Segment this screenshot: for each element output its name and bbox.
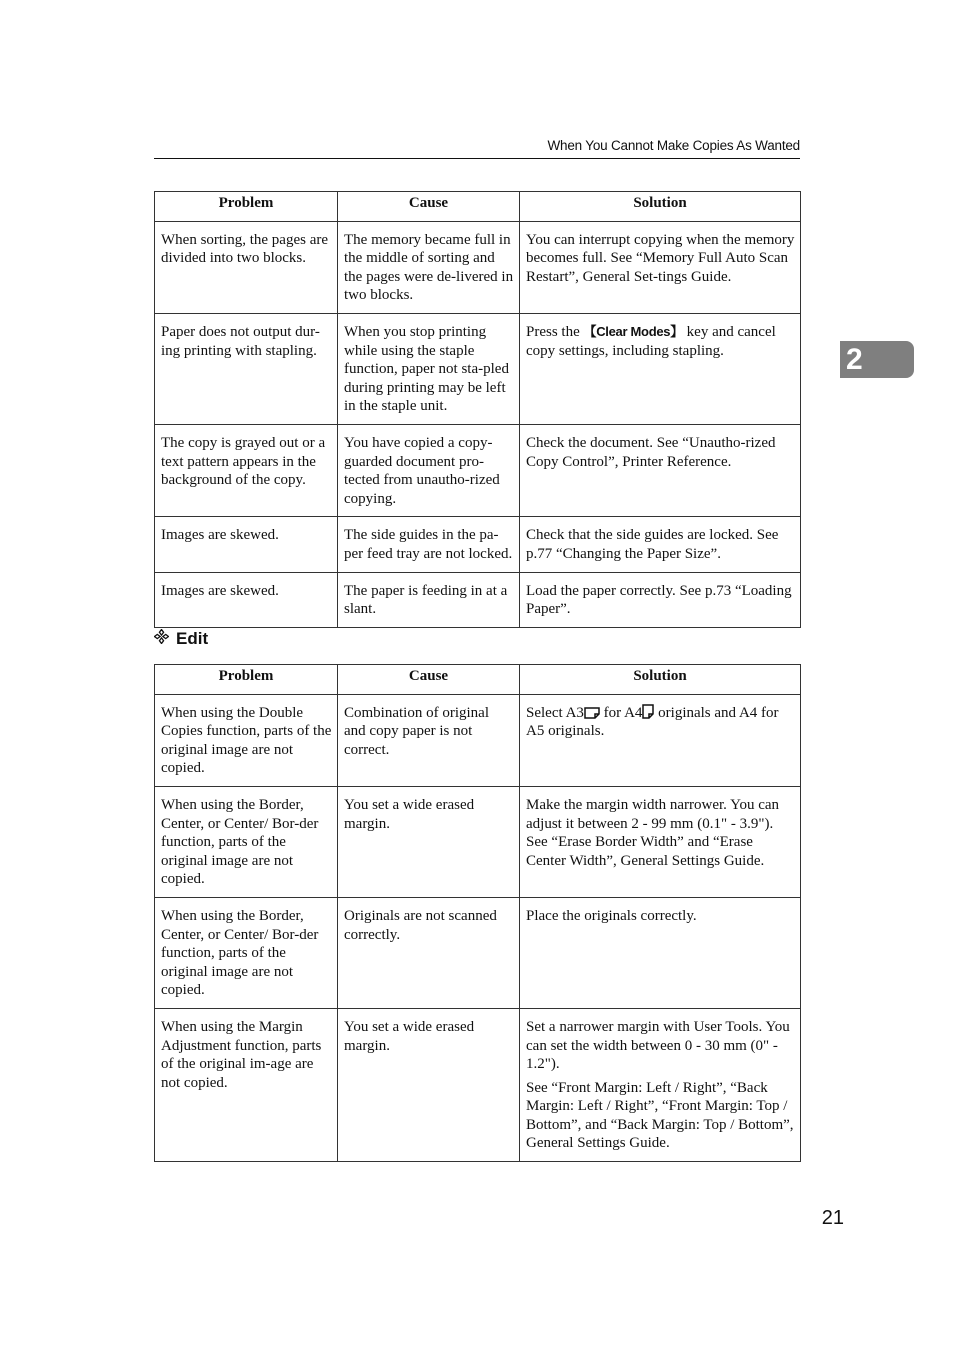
chapter-tab: 2 [840, 341, 914, 378]
header-problem: Problem [155, 192, 338, 222]
solution-text: Set a narrower margin with User Tools. You can set the width between 0 - 30 mm (0" - 1.2"). [526, 1018, 790, 1073]
edit-troubleshooting-table [154, 664, 801, 1162]
problem-cell: When using the Margin Adjustment function, parts of the original im-age are not copied. [155, 1008, 338, 1161]
solution-text: for A4 [599, 704, 643, 721]
section-title: Edit [176, 629, 209, 648]
solution-cell [520, 313, 801, 424]
page-number: 21 [821, 1207, 844, 1229]
landscape-orientation-icon [584, 705, 600, 721]
problem-cell: When sorting, the pages are divided into two blocks. [155, 221, 338, 313]
cause-cell: When you stop printing while using the staple function, paper not sta-pled during printing may be left in the staple unit. [338, 313, 520, 424]
table-row [155, 1008, 801, 1161]
solution-text: See “Front Margin: Left / Right”, “Back Margin: Left / Right”, “Front Margin: Top / Bottom”, and “Back Margin: Top / Bottom”, General Settings Guide. [526, 1079, 794, 1152]
solution-text: originals and A4 for A5 originals. [526, 704, 779, 740]
clear-modes-key-label: 【Clear Modes】 [583, 323, 683, 339]
solution-cell: Place the originals correctly. [520, 897, 801, 1008]
header-solution: Solution [520, 665, 801, 695]
table-row [155, 572, 801, 627]
cause-cell: The paper is feeding in at a slant. [338, 572, 520, 627]
four-diamond-icon [154, 629, 172, 649]
problem-cell: The copy is grayed out or a text pattern appears in the background of the copy. [155, 424, 338, 516]
header-rule [154, 158, 800, 159]
table-header-row [155, 665, 801, 695]
cause-cell: The memory became full in the middle of sorting and the pages were de-livered in two blocks. [338, 221, 520, 313]
troubleshooting-table [154, 191, 801, 628]
problem-cell: Images are skewed. [155, 572, 338, 627]
portrait-orientation-icon [642, 705, 654, 721]
table-row [155, 694, 801, 786]
header-cause: Cause [338, 665, 520, 695]
problem-cell: When using the Border, Center, or Center/ Bor-der function, parts of the original image are not copied. [155, 897, 338, 1008]
solution-text: Press the [526, 323, 584, 340]
solution-cell [520, 1008, 801, 1161]
solution-cell: Load the paper correctly. See p.73 “Loading Paper”. [520, 572, 801, 627]
solution-cell [520, 694, 801, 786]
table-row [155, 517, 801, 572]
section-heading-edit [154, 629, 208, 649]
table-row [155, 424, 801, 516]
table-row [155, 313, 801, 424]
table-row [155, 221, 801, 313]
table-row [155, 786, 801, 897]
solution-cell: Check that the side guides are locked. See p.77 “Changing the Paper Size”. [520, 517, 801, 572]
solution-cell: You can interrupt copying when the memory becomes full. See “Memory Full Auto Scan Restart”, General Set-tings Guide. [520, 221, 801, 313]
problem-cell: Paper does not output dur-ing printing with stapling. [155, 313, 338, 424]
cause-cell: You set a wide erased margin. [338, 1008, 520, 1161]
table-header-row [155, 192, 801, 222]
solution-cell: Check the document. See “Unautho-rized Copy Control”, Printer Reference. [520, 424, 801, 516]
problem-cell: When using the Double Copies function, parts of the original image are not copied. [155, 694, 338, 786]
table-row [155, 897, 801, 1008]
running-head: When You Cannot Make Copies As Wanted [547, 138, 800, 153]
header-solution: Solution [520, 192, 801, 222]
solution-text: Select A3 [526, 704, 584, 721]
problem-cell: When using the Border, Center, or Center/ Bor-der function, parts of the original image are not copied. [155, 786, 338, 897]
cause-cell: You set a wide erased margin. [338, 786, 520, 897]
problem-cell: Images are skewed. [155, 517, 338, 572]
cause-cell: Originals are not scanned correctly. [338, 897, 520, 1008]
cause-cell: The side guides in the pa-per feed tray are not locked. [338, 517, 520, 572]
cause-cell: You have copied a copy-guarded document pro-tected from unautho-rized copying. [338, 424, 520, 516]
cause-cell: Combination of original and copy paper is not correct. [338, 694, 520, 786]
header-problem: Problem [155, 665, 338, 695]
solution-cell: Make the margin width narrower. You can adjust it between 2 - 99 mm (0.1" - 3.9"). See “Erase Border Width” and “Erase Center Width”, General Settings Guide. [520, 786, 801, 897]
header-cause: Cause [338, 192, 520, 222]
solution-text: key and cancel copy settings, including stapling. [526, 323, 776, 359]
